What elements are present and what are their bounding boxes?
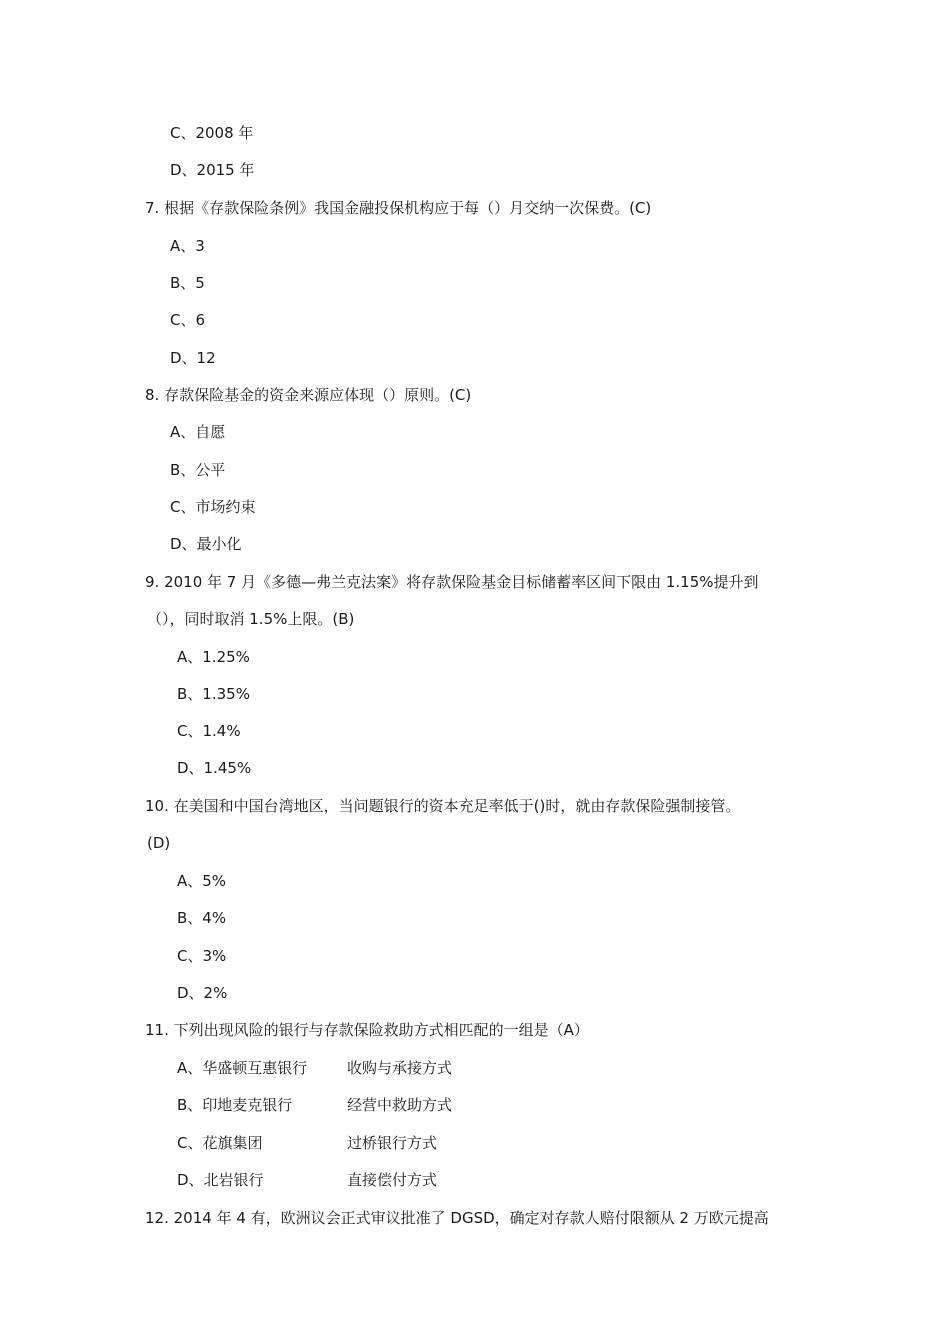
q11-option-a-bank: A、华盛顿互惠银行 [177, 1059, 308, 1077]
q7-option-b: B、5 [170, 274, 205, 292]
option-c-2008: C、2008 年 [170, 124, 254, 142]
q10-option-d: D、2% [177, 984, 228, 1002]
q11-option-a-method: 收购与承接方式 [347, 1059, 453, 1077]
question-9-continued: （），同时取消 1.5%上限。(B) [147, 610, 355, 628]
q11-option-b-bank: B、印地麦克银行 [177, 1096, 293, 1114]
q8-option-b: B、公平 [170, 461, 226, 479]
q9-option-c: C、1.4% [177, 722, 241, 740]
q7-option-d: D、12 [170, 349, 216, 367]
q9-option-d: D、1.45% [177, 759, 252, 777]
question-9: 9. 2010 年 7 月《多德—弗兰克法案》将存款保险基金目标储蓄率区间下限由 1.15%提升到 [145, 573, 759, 591]
q11-option-c [177, 1133, 438, 1153]
question-11: 11. 下列出现风险的银行与存款保险救助方式相匹配的一组是（A） [145, 1021, 589, 1039]
q7-option-a: A、3 [170, 237, 205, 255]
option-d-2015: D、2015 年 [170, 161, 255, 179]
q11-option-d [177, 1170, 438, 1190]
q10-option-c: C、3% [177, 947, 227, 965]
q9-option-b: B、1.35% [177, 685, 250, 703]
question-10: 10. 在美国和中国台湾地区，当问题银行的资本充足率低于()时，就由存款保险强制接管。 [145, 797, 741, 815]
q11-option-c-method: 过桥银行方式 [347, 1134, 438, 1152]
question-10-answer: (D) [147, 834, 171, 852]
question-12: 12. 2014 年 4 有，欧洲议会正式审议批准了 DGSD，确定对存款人赔付限额从 2 万欧元提高 [145, 1209, 769, 1227]
q11-option-d-method: 直接偿付方式 [347, 1171, 438, 1189]
q11-option-c-bank: C、花旗集团 [177, 1134, 263, 1152]
q9-option-a: A、1.25% [177, 648, 250, 666]
q8-option-a: A、自愿 [170, 423, 226, 441]
q8-option-d: D、最小化 [170, 535, 242, 553]
q7-option-c: C、6 [170, 311, 206, 329]
question-7: 7. 根据《存款保险条例》我国金融投保机构应于每（）月交纳一次保费。(C) [145, 199, 652, 217]
q11-option-b [177, 1095, 453, 1115]
q10-option-b: B、4% [177, 909, 227, 927]
q10-option-a: A、5% [177, 872, 227, 890]
q11-option-a [177, 1058, 453, 1078]
q8-option-c: C、市场约束 [170, 498, 256, 516]
q11-option-b-method: 经营中救助方式 [347, 1096, 453, 1114]
q11-option-d-bank: D、北岩银行 [177, 1171, 264, 1189]
question-8: 8. 存款保险基金的资金来源应体现（）原则。(C) [145, 386, 472, 404]
